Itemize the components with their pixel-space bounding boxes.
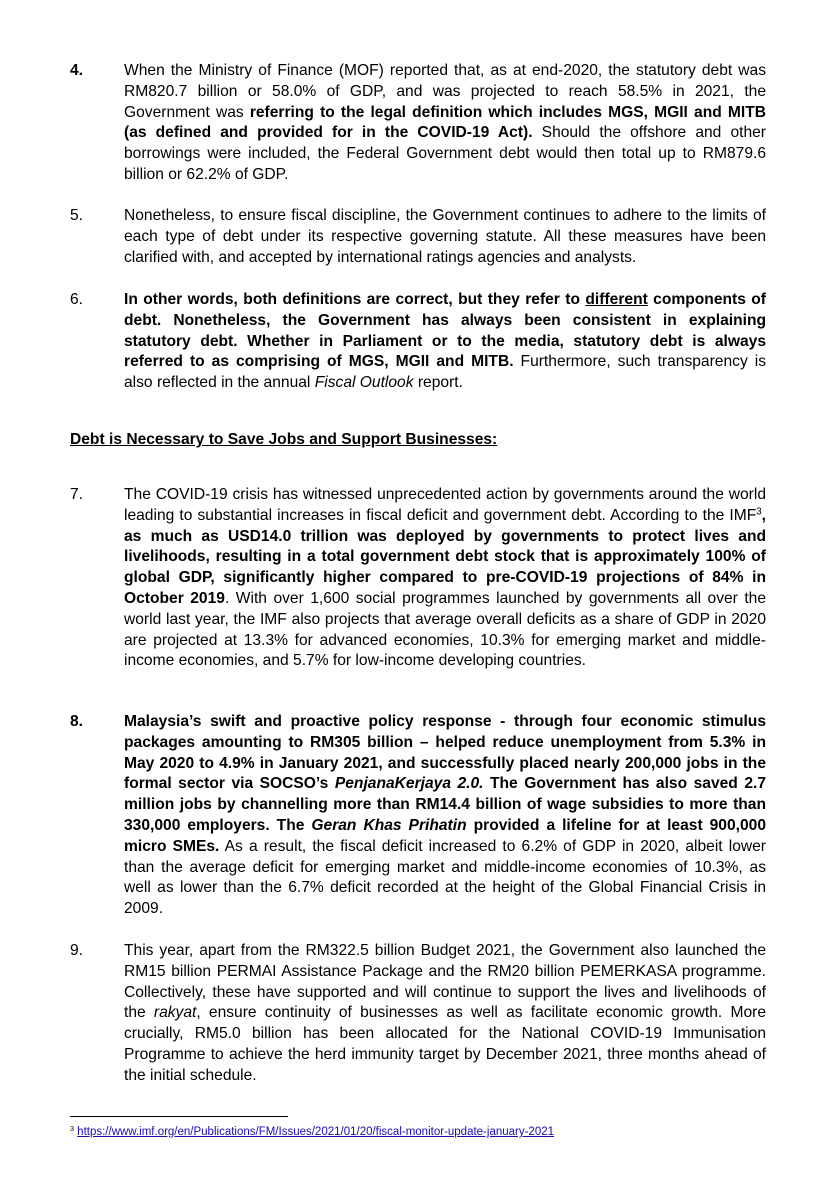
text-run: Furthermore, such transparency is also reflected in the annual: [124, 353, 766, 392]
text-run: report.: [413, 374, 463, 392]
text-run: different: [585, 291, 648, 308]
section-heading: Debt is Necessary to Save Jobs and Support Businesses:: [70, 431, 498, 448]
paragraph-4: [70, 61, 766, 186]
text-run: In other words, both definitions are correct, but they refer to: [124, 291, 586, 308]
paragraph-number: 6.: [70, 291, 84, 308]
paragraph-number: 9.: [70, 942, 84, 959]
paragraph-number: 8.: [70, 713, 84, 730]
footnote-reference: 3: [756, 506, 762, 518]
paragraph-number: 5.: [70, 207, 84, 224]
footnote-divider: [70, 1116, 288, 1117]
footnote-link[interactable]: https://www.imf.org/en/Publications/FM/Issues/2021/01/20/fiscal-monitor-update-january-2021: [77, 1126, 555, 1138]
text-run: Geran Khas Prihatin: [311, 816, 467, 834]
paragraph-text: [124, 290, 766, 394]
paragraph-text: [124, 61, 766, 186]
text-run: The Government has also saved 2.7 million jobs by channelling more than RM14.4 billion of wage subsidies to more than 330,000 employers. The: [124, 775, 766, 834]
paragraph-text: [124, 941, 766, 1087]
text-run: Fiscal Outlook: [314, 374, 414, 392]
paragraph-8: [70, 712, 766, 920]
footnote: [70, 1125, 554, 1139]
paragraph-text: [124, 485, 766, 672]
paragraph-number: 7.: [70, 486, 84, 503]
text-run: referring to the legal definition which includes MGS, MGII and MITB (as defined and provided for in the COVID-19 Act).: [124, 103, 766, 142]
text-run: provided a lifeline for at least 900,000 micro SMEs.: [124, 816, 766, 855]
text-run: The COVID-19 crisis has witnessed unprecedented action by governments around the world leading to substantial increases in fiscal deficit and government debt. According to the IMF: [124, 486, 766, 524]
paragraph-5: [70, 206, 766, 268]
text-run: Should the offshore and other borrowings were included, the Federal Government debt would then total up to RM879.6 billion or 62.2% of GDP.: [124, 124, 766, 183]
paragraph-number: 4.: [70, 62, 84, 79]
text-run: Malaysia’s swift and proactive policy response - through four economic stimulus packages amounting to RM305 billion – helped reduce unemployment from 5.3% in May 2020 to 4.9% in January 2021, and successfully placed nearly 200,000 jobs in the formal sector via SOCSO’s: [124, 713, 766, 793]
paragraph-9: [70, 941, 766, 1087]
text-run: This year, apart from the RM322.5 billion Budget 2021, the Government also launched the RM15 billion PERMAI Assistance Package and the RM20 billion PEMERKASA programme. Collectively, these have supported and will continue to support the lives and livelihoods of the: [124, 942, 766, 1022]
text-run: , ensure continuity of businesses as well as facilitate economic growth. More crucially, RM5.0 billion has been allocated for the National COVID-19 Immunisation Programme to achieve the herd immunity target by December 2021, three months ahead of the initial schedule.: [124, 1004, 766, 1084]
paragraph-text: [124, 206, 766, 268]
footnote-marker: 3: [70, 1125, 74, 1134]
text-run: When the Ministry of Finance (MOF) reported that, as at end-2020, the statutory debt was RM820.7 billion or 58.0% of GDP, and was projected to reach 58.5% in 2021, the Government was: [124, 62, 766, 121]
text-run: Nonetheless, to ensure fiscal discipline, the Government continues to adhere to the limits of each type of debt under its respective governing statute. All these measures have been clarified with, and accepted by international ratings agencies and analysts.: [124, 207, 766, 266]
text-run: components of debt. Nonetheless, the Government has always been consistent in explaining statutory debt. Whether in Parliament or to the media, statutory debt is always referred to as comprising of MGS, MGII and MITB.: [124, 291, 766, 371]
text-run: PenjanaKerjaya 2.0.: [334, 775, 484, 793]
paragraph-6: [70, 290, 766, 394]
text-run: As a result, the fiscal deficit increased to 6.2% of GDP in 2020, albeit lower than the average deficit for emerging market and middle-income economies of 10.3%, as well as lower than the 6.7% deficit recorded at the height of the Global Financial Crisis in 2009.: [124, 837, 767, 918]
text-run: rakyat: [153, 1004, 197, 1022]
paragraph-7: [70, 485, 766, 672]
paragraph-text: [124, 712, 766, 920]
text-run: . With over 1,600 social programmes launched by governments all over the world last year, the IMF also projects that average overall deficits as a share of GDP in 2020 are projected at 13.3% for advanced economies, 10.3% for emerging market and middle-income economies, and 5.7% for low-income developing countries.: [124, 589, 767, 670]
text-run: , as much as USD14.0 trillion was deployed by governments to protect lives and livelihoods, resulting in a total government debt stock that is approximately 100% of global GDP, significantly higher compared to pre-COVID-19 projections of 84% in October 2019: [124, 506, 766, 607]
